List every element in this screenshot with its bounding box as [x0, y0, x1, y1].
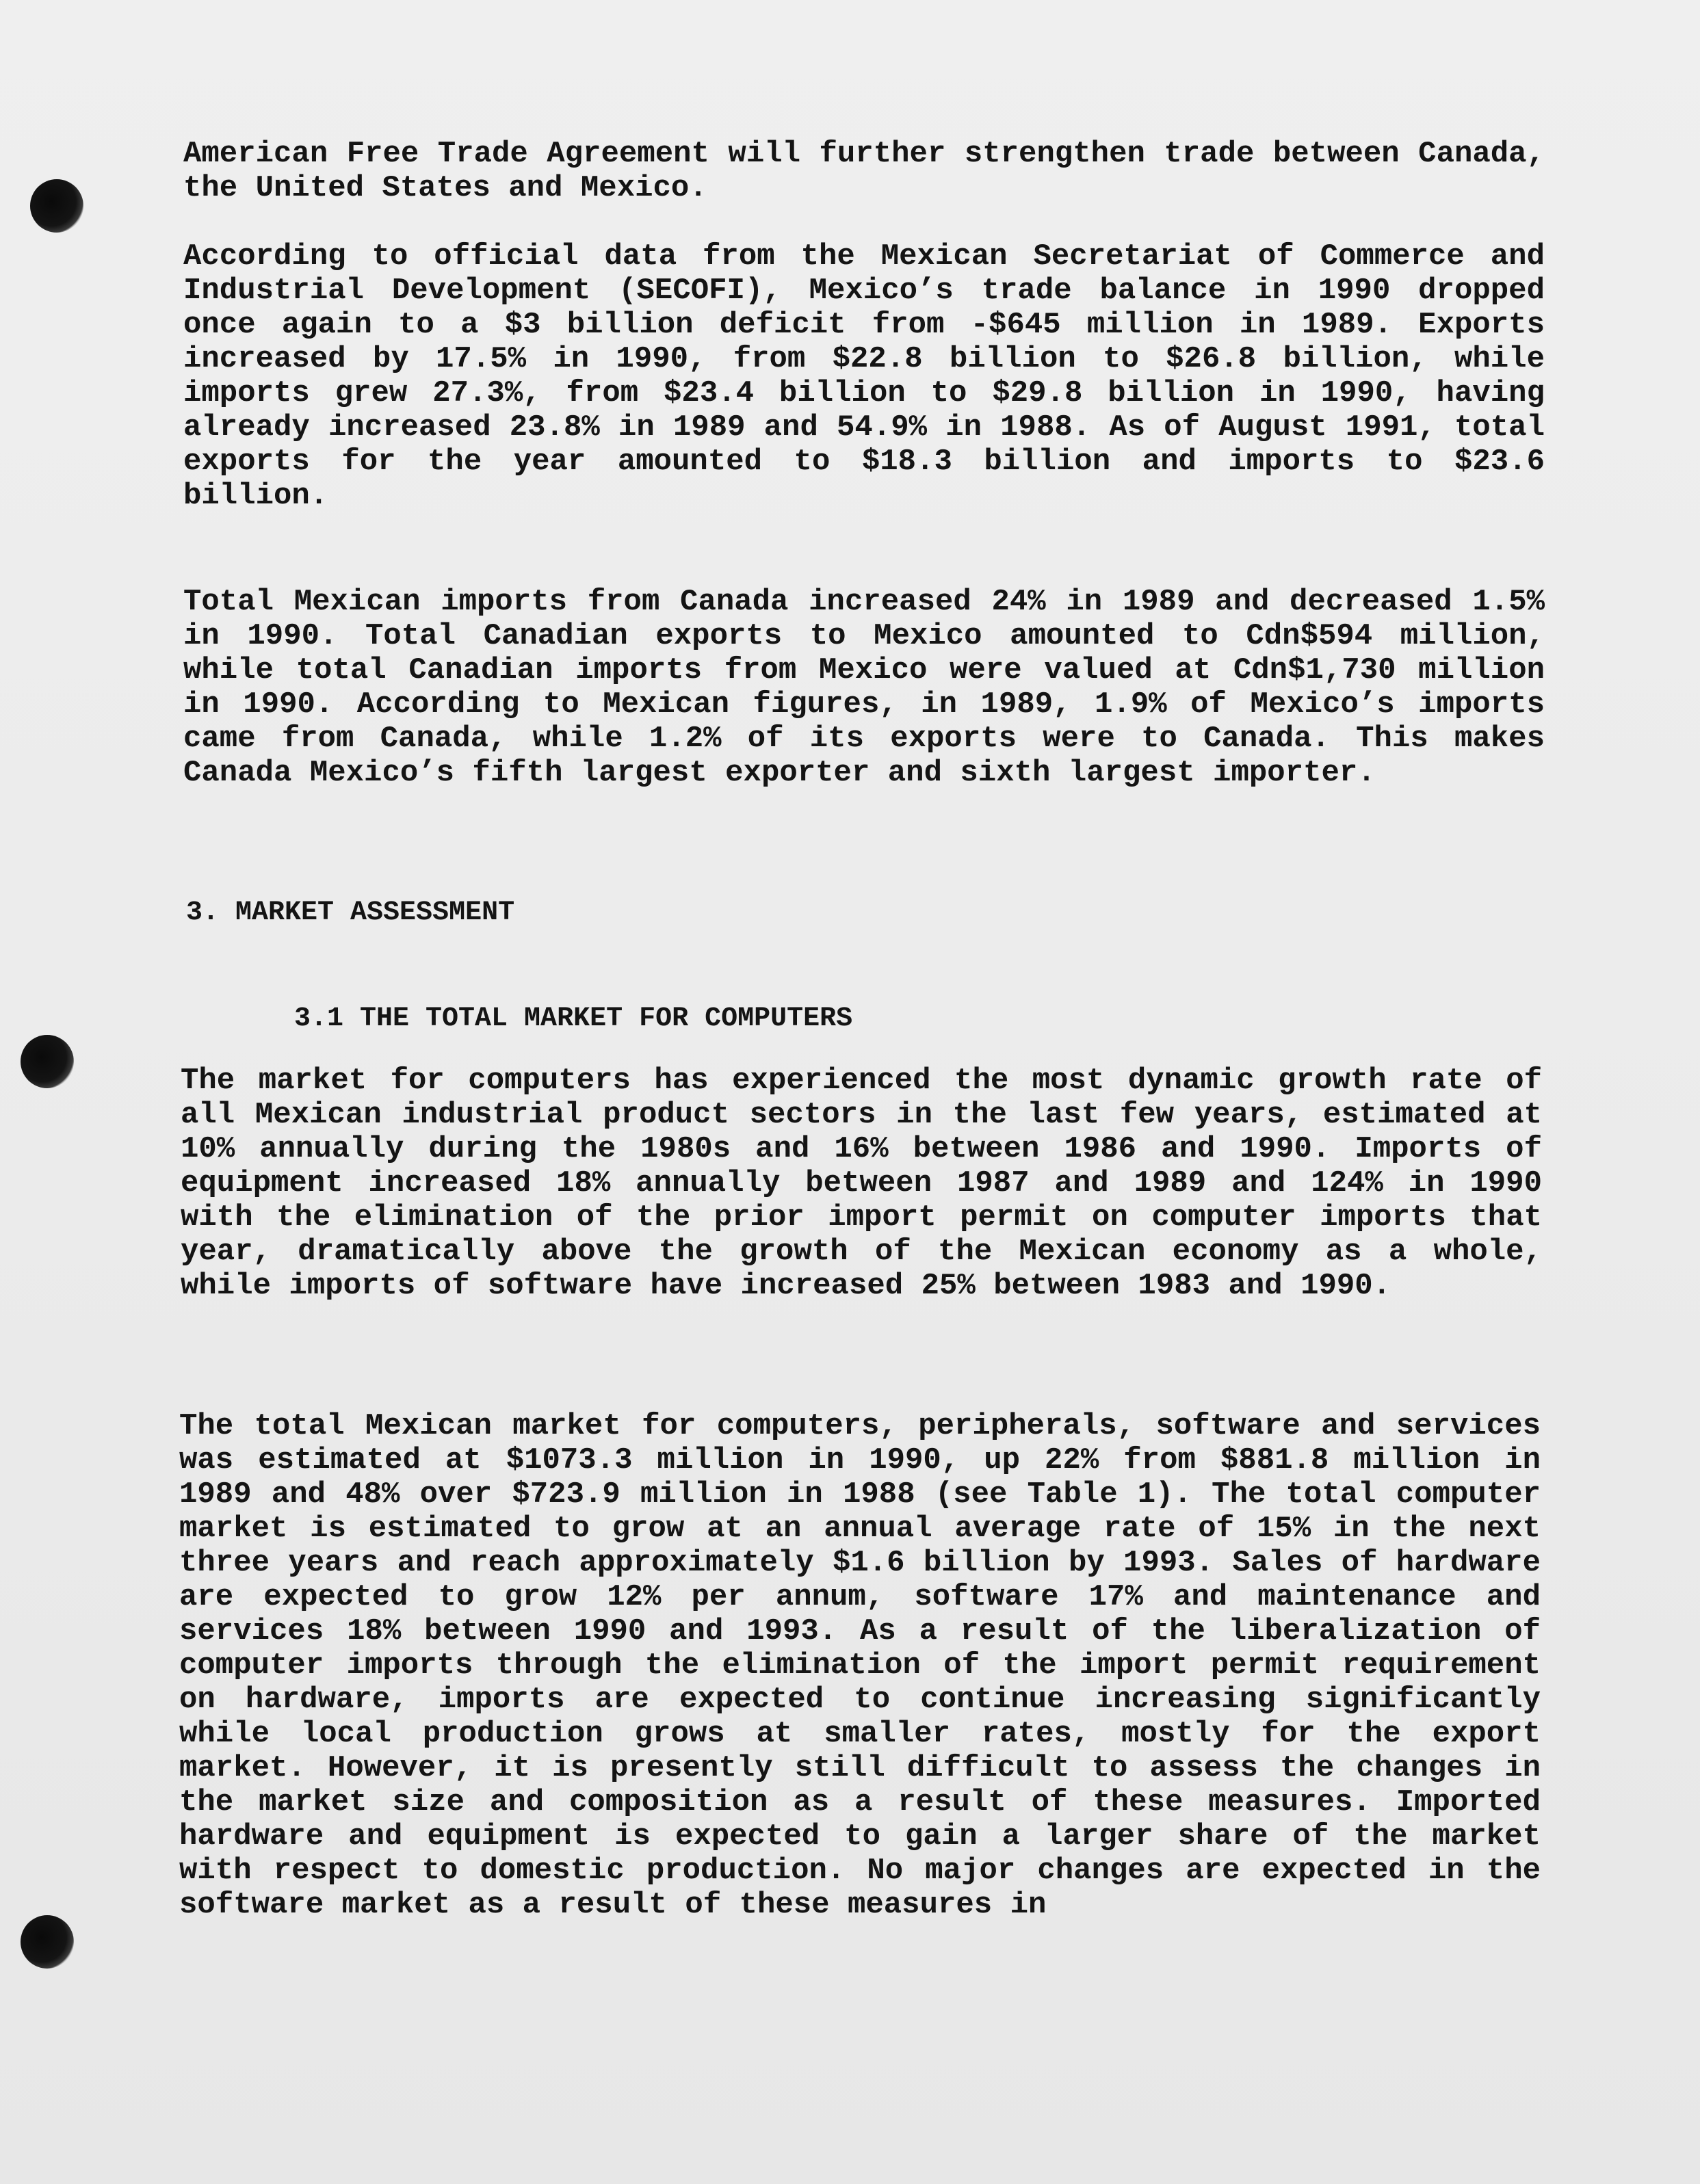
- paragraph-total-market-size: The total Mexican market for computers, peripherals, software and services was estimated at $1073.3 million in 1990, up 22% from $881.8 million in 1989 and 48% over $723.9 million in 1988 (see Table 1). The total computer market is estimated to grow at an annual average rate of 15% in the next three years and reach approximately $1.6 billion by 1993. Sales of hardware are expected to grow 12% per annum, software 17% and maintenance and services 18% between 1990 and 1993. As a result of the liberalization of computer imports through the elimination of the import permit requirement on hardware, imports are expected to continue increasing significantly while local production grows at smaller rates, mostly for the export market. However, it is presently still difficult to assess the changes in the market size and composition as a result of these measures. Imported hardware and equipment is expected to gain a larger share of the market with respect to domestic production. No major changes are expected in the software market as a result of these measures in: [179, 1409, 1541, 1922]
- paragraph-trade-balance: According to official data from the Mexican Secretariat of Commerce and Industrial Development (SECOFI), Mexico’s trade balance in 1990 dropped once again to a $3 billion deficit from -$645 million in 1989. Exports increased by 17.5% in 1990, from $22.8 billion to $26.8 billion, while imports grew 27.3%, from $23.4 billion to $29.8 billion in 1990, having already increased 23.8% in 1989 and 54.9% in 1988. As of August 1991, total exports for the year amounted to $18.3 billion and imports to $23.6 billion.: [183, 239, 1545, 513]
- binder-hole-bottom: [21, 1915, 74, 1969]
- paragraph-trade-agreement: American Free Trade Agreement will further strengthen trade between Canada, the United States and Mexico.: [183, 137, 1545, 205]
- section-heading-market-assessment: 3. MARKET ASSESSMENT: [186, 897, 515, 928]
- binder-hole-top: [30, 179, 83, 233]
- paragraph-market-growth: The market for computers has experienced the most dynamic growth rate of all Mexican industrial product sectors in the last few years, estimated at 10% annually during the 1980s and 16% between 1986 and 1990. Imports of equipment increased 18% annually between 1987 and 1989 and 124% in 1990 with the elimination of the prior import permit on computer imports that year, dramatically above the growth of the Mexican economy as a whole, while imports of software have increased 25% between 1983 and 1990.: [181, 1064, 1542, 1303]
- subsection-heading-total-market: 3.1 THE TOTAL MARKET FOR COMPUTERS: [294, 1003, 853, 1034]
- binder-hole-middle: [21, 1035, 74, 1088]
- paragraph-canada-mexico-trade: Total Mexican imports from Canada increased 24% in 1989 and decreased 1.5% in 1990. Total Canadian exports to Mexico amounted to Cdn$594 million, while total Canadian imports from Mexico were valued at Cdn$1,730 million in 1990. According to Mexican figures, in 1989, 1.9% of Mexico’s imports came from Canada, while 1.2% of its exports were to Canada. This makes Canada Mexico’s fifth largest exporter and sixth largest importer.: [183, 585, 1545, 790]
